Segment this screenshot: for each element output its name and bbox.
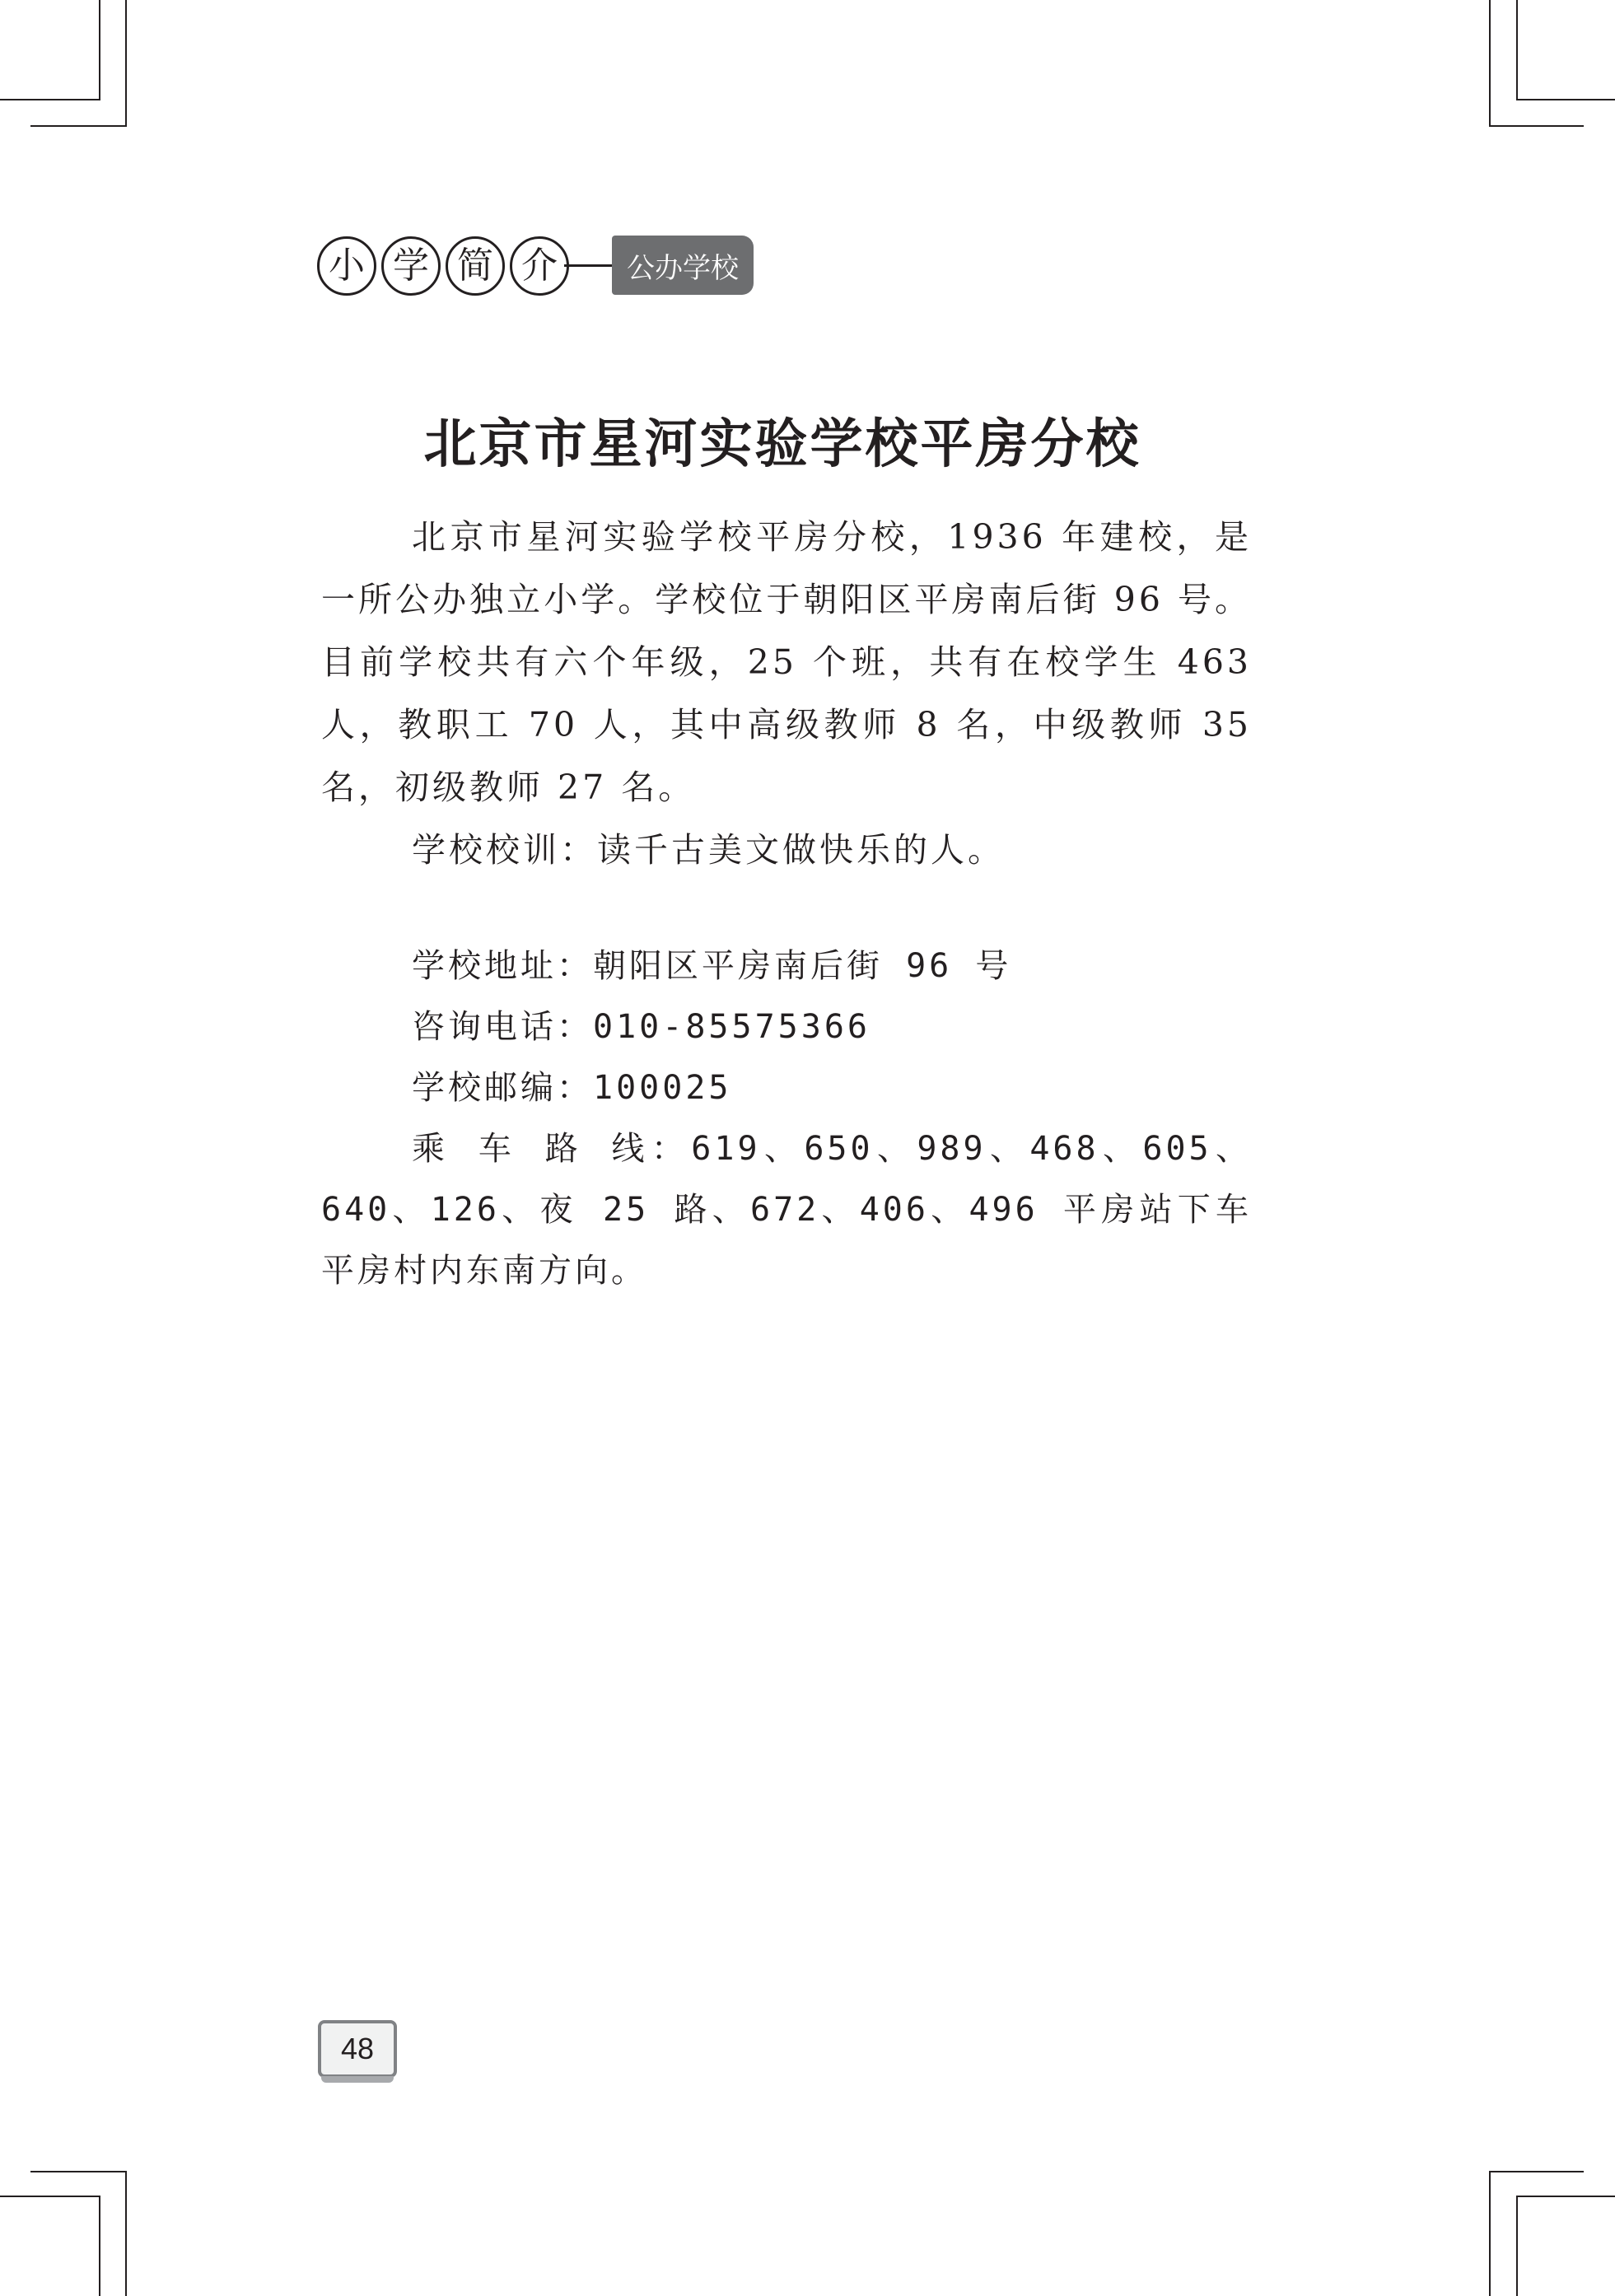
page-number-badge xyxy=(318,2020,397,2083)
crop-mark xyxy=(1489,2171,1584,2172)
crop-mark xyxy=(1489,0,1491,125)
category-tag: 公办学校 xyxy=(612,236,754,295)
series-char-1: 小 xyxy=(317,236,376,296)
series-char-2: 学 xyxy=(381,236,441,296)
intro-paragraph: 北京市星河实验学校平房分校，1936 年建校，是一所公办独立小学。学校位于朝阳区平房南后街 96 号。目前学校共有六个年级，25 个班，共有在校学生 463 人，教职工 70 人，其中高级教师 8 名，中级教师 35 名，初级教师 27 名。 xyxy=(321,517,1252,807)
phone-line: 咨询电话：010-85575366 xyxy=(412,1008,871,1046)
crop-mark xyxy=(99,0,100,100)
postcode-line: 学校邮编：100025 xyxy=(412,1069,732,1107)
series-char-3: 简 xyxy=(446,236,505,296)
contact-info xyxy=(321,936,1252,1301)
crop-mark xyxy=(99,2196,100,2296)
crop-mark xyxy=(1516,2196,1518,2296)
crop-mark xyxy=(1489,2171,1491,2296)
crop-mark xyxy=(30,2171,127,2172)
crop-mark xyxy=(1516,99,1615,100)
header-connector-line xyxy=(564,264,615,267)
body-text xyxy=(321,506,1252,881)
crop-mark xyxy=(125,0,127,125)
crop-mark xyxy=(1516,0,1518,100)
crop-mark xyxy=(30,125,127,127)
routes-line: 乘 车 路 线：619、650、989、468、605、640、126、夜 25 路、672、406、496 平房站下车平房村内东南方向。 xyxy=(321,1130,1252,1290)
crop-mark xyxy=(1489,125,1584,127)
motto-paragraph: 学校校训：读千古美文做快乐的人。 xyxy=(412,830,1005,870)
page-number: 48 xyxy=(318,2020,397,2078)
address-line: 学校地址：朝阳区平房南后街 96 号 xyxy=(412,947,1012,985)
book-base-icon xyxy=(321,2076,394,2083)
crop-mark xyxy=(0,2196,100,2197)
crop-mark xyxy=(125,2171,127,2296)
crop-mark xyxy=(1516,2196,1615,2197)
series-char-4: 介 xyxy=(510,236,569,296)
crop-mark xyxy=(0,99,100,100)
page-title: 北京市星河实验学校平房分校 xyxy=(423,414,1141,475)
running-header xyxy=(317,231,778,305)
